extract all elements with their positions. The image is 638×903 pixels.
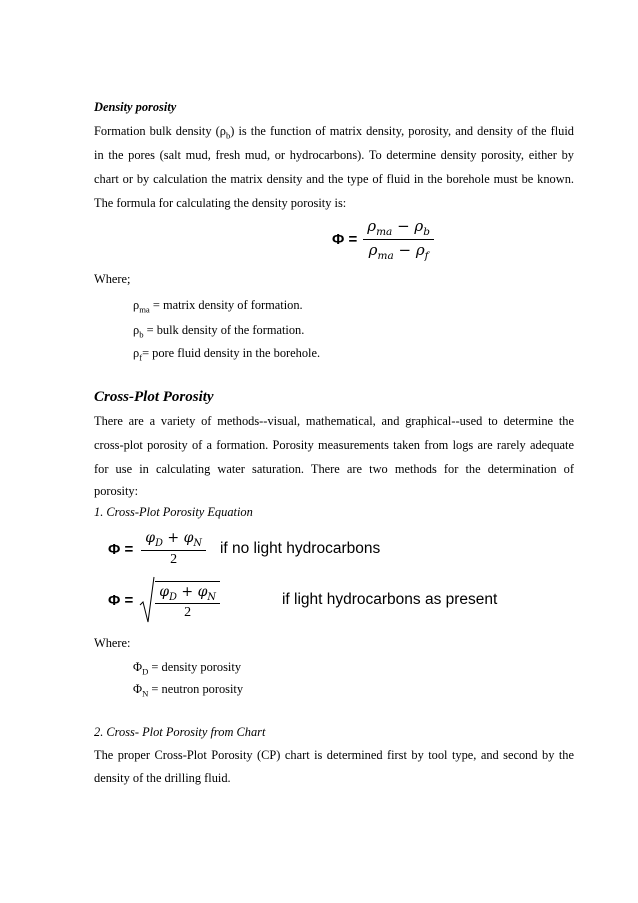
- equation-lhs: Φ =: [108, 591, 134, 609]
- definition-rho-ma: $\rho_{ma}$ = matrix density of formation.: [133, 298, 303, 315]
- equation-numerator: $\varphi_D + \varphi_N$: [155, 584, 220, 605]
- formula-lhs: Φ =: [332, 230, 358, 248]
- formula-denominator: $\rho_{ma} - \rho_f$: [368, 240, 429, 262]
- paragraph-line: The formula for calculating the density porosity is:: [94, 196, 347, 210]
- definition-rho-f: $\rho_f=$ pore fluid density in the borehole.: [133, 346, 321, 363]
- equation-lhs: Φ =: [108, 540, 134, 558]
- paragraph-line: The proper Cross-Plot Porosity (CP) chart is determined first by tool type, and second by the: [94, 748, 574, 762]
- paragraph-line: chart or by calculation the matrix density and the type of fluid in the borehole must be known.: [94, 172, 574, 186]
- paragraph-line: cross-plot porosity of a formation. Porosity measurements taken from logs are rarely adequate: [94, 438, 574, 452]
- definition-phi-d: $\Phi_D$ = density porosity: [133, 660, 242, 677]
- equation-denominator: 2: [170, 551, 178, 567]
- square-root-icon: [139, 575, 155, 625]
- section-heading-cross-plot-porosity: Cross-Plot Porosity: [94, 389, 214, 405]
- equation-condition: if light hydrocarbons as present: [281, 591, 498, 608]
- equation-condition: if no light hydrocarbons: [219, 540, 381, 557]
- section-heading-density-porosity: Density porosity: [94, 100, 177, 114]
- equation-numerator: $\varphi_D + \varphi_N$: [141, 530, 206, 551]
- paragraph-line: in the pores (salt mud, fresh mud, or hydrocarbons). To determine density porosity, either by: [94, 148, 574, 162]
- formula-fraction: [363, 217, 434, 262]
- crossplot-equation-light-hc: [108, 575, 497, 625]
- paragraph-line: There are a variety of methods--visual, mathematical, and graphical--used to determine the: [94, 414, 574, 428]
- method-2-title: 2. Cross- Plot Porosity from Chart: [94, 725, 266, 739]
- density-porosity-formula: [332, 216, 434, 262]
- crossplot-equation-no-light-hc: [108, 526, 380, 572]
- equation-denominator: 2: [184, 605, 192, 621]
- method-1-title: 1. Cross-Plot Porosity Equation: [94, 505, 253, 519]
- definition-phi-n: $\Phi_N$ = neutron porosity: [133, 682, 244, 699]
- where-label: Where:: [94, 636, 131, 650]
- paragraph-line: porosity:: [94, 484, 139, 498]
- equation-fraction: [155, 581, 220, 622]
- formula-numerator: $\rho_{ma} - \rho_b$: [363, 217, 434, 240]
- paragraph-line: Formation bulk density $(\rho_b)$ is the function of matrix density, porosity, and density of the fluid: [94, 124, 574, 141]
- where-label: Where;: [94, 272, 131, 286]
- equation-fraction: [141, 530, 206, 568]
- paragraph-line: for use in calculating water saturation. There are two methods for the determination of: [94, 462, 574, 476]
- paragraph-line: density of the drilling fluid.: [94, 771, 231, 785]
- definition-rho-b: $\rho_b$ = bulk density of the formation.: [133, 323, 305, 340]
